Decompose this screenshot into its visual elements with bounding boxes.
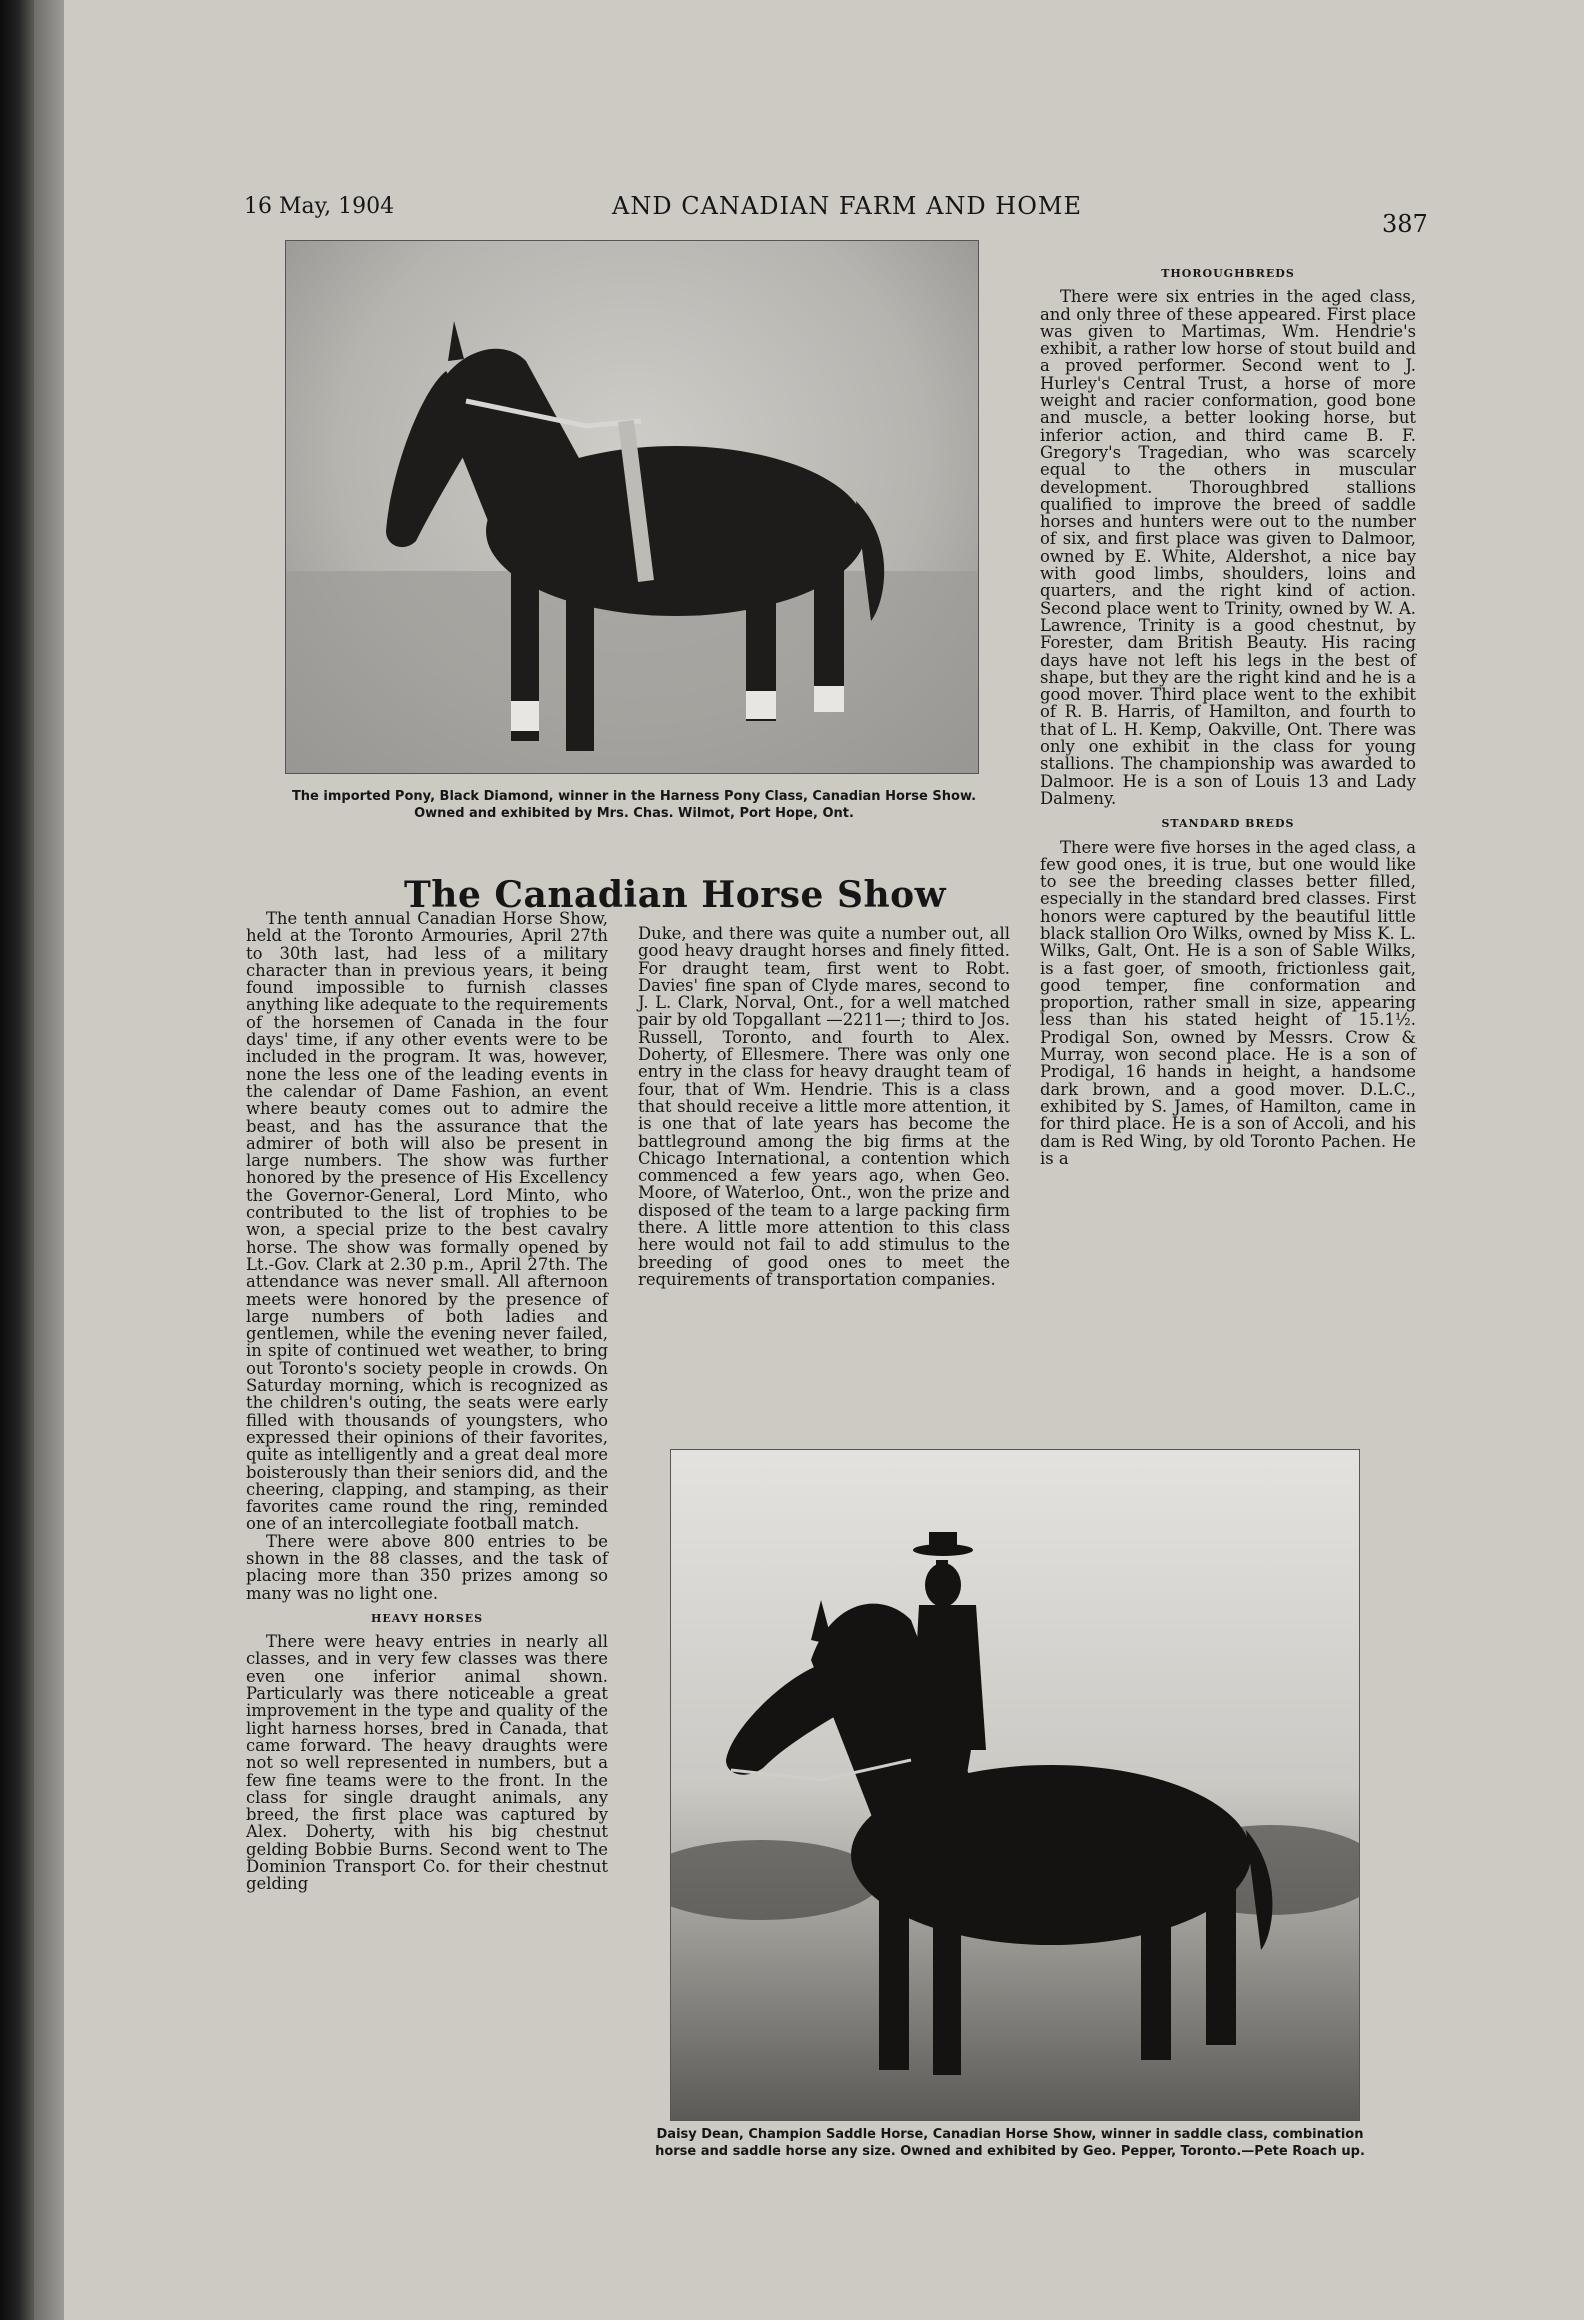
article-column-1 (246, 910, 608, 1893)
article-paragraph: There were five horses in the aged class, a few good ones, it is true, but one would like to see the breeding classes better filled, especially in the standard bred classes. First honors were captured by the beautiful little black stallion Oro Wilks, owned by Miss K. L. Wilks, Galt, Ont. He is a son of Sable Wilks, is a fast goer, of smooth, frictionless gait, good temper, fine conformation and proportion, rather small in size, appearing less than his stated height of 15.1½. Prodigal Son, owned by Messrs. Crow & Murray, won second place. He is a son of Prodigal, 16 hands in height, a handsome dark brown, and a good mover. D.L.C., exhibited by S. James, of Hamilton, came in for third place. He is a son of Accoli, and his dam is Red Wing, by old Toronto Pachen. He is a (1040, 837, 1416, 1168)
article-paragraph: There were heavy entries in nearly all classes, and in very few classes was there even one inferior animal shown. Particularly was there noticeable a great improvement in the type and quality of the light harness horses, bred in Canada, that came forward. The heavy draughts were not so well represented in numbers, but a few fine teams were to the front. In the class for single draught animals, any breed, the first place was captured by Alex. Doherty, with his big chestnut gelding Bobbie Burns. Second went to The Dominion Transport Co. for their chestnut gelding (246, 1632, 608, 1894)
page-header (0, 188, 1584, 238)
pony-photo-caption: The imported Pony, Black Diamond, winner in the Harness Pony Class, Canadian Horse Show. Owned and exhibited by Mrs. Chas. Wilmot, Port Hope, Ont. (291, 789, 977, 821)
article-paragraph: There were six entries in the aged class, and only three of these appeared. First place was given to Martimas, Wm. Hendrie's exhibit, a rather low horse of stout build and a proved performer. Second went to J. Hurley's Central Trust, a horse of more weight and racier conformation, good bone and muscle, a better looking horse, but inferior action, and third came B. F. Gregory's Tragedian, who was scarcely equal to the others in muscular development. Thoroughbred stallions qualified to improve the breed of saddle horses and hunters were out to the number of six, and first place was given to Dalmoor, owned by E. White, Aldershot, a nice bay with good limbs, shoulders, loins and quarters, and the right kind of action. Second place went to Trinity, owned by W. A. Lawrence, Trinity is a good chestnut, by Forester, dam British Beauty. His racing days have not left his legs in the best of shape, but they are the right kind and he is a good mover. Third place went to the exhibit of R. B. Harris, of Hamilton, and fourth to that of L. H. Kemp, Oakville, Ont. There was only one exhibit in the class for young stallions. The championship was awarded to Dalmoor. He is a son of Louis 13 and Lady Dalmeny. (1040, 287, 1416, 808)
article-paragraph: The tenth annual Canadian Horse Show, held at the Toronto Armouries, April 27th to 30th last, had less of a military character than in previous years, it being found impossible to furnish classes anything like adequate to the requirements of the horsemen of Canada in the four days' time, if any other events were to be included in the program. It was, however, none the less one of the leading events in the calendar of Dame Fashion, an event where beauty comes out to admire the beast, and has the assurance that the admirer of both will also be present in large numbers. The show was further honored by the presence of His Excellency the Governor-General, Lord Minto, who contributed to the list of trophies to be won, a special prize to the best cavalry horse. The show was formally opened by Lt.-Gov. Clark at 2.30 p.m., April 27th. The attendance was never small. All afternoon meets were honored by the presence of large numbers of both ladies and gentlemen, while the evening never failed, in spite of continued wet weather, to bring out Toronto's society people in crowds. On Saturday morning, which is recognized as the children's outing, the seats were early filled with thousands of youngsters, who expressed their opinions of their favorites, quite as intelligently and a great deal more boisterously than their seniors did, and the cheering, clapping, and stamping, as their favorites came round the ring, reminded one of an intercollegiate football match. (246, 909, 608, 1534)
saddle-horse-photo (670, 1449, 1360, 2121)
saddle-horse-photo-caption: Daisy Dean, Champion Saddle Horse, Canadian Horse Show, winner in saddle class, combination horse and saddle horse any size. Owned and exhibited by Geo. Pepper, Toronto.—Pete Roach up. (655, 2127, 1365, 2159)
article-paragraph: Duke, and there was quite a number out, all good heavy draught horses and finely fitted. For draught team, first went to Robt. Davies' fine span of Clyde mares, second to J. L. Clark, Norval, Ont., for a well matched pair by old Topgallant —2211—; third to Jos. Russell, Toronto, and fourth to Alex. Doherty, of Ellesmere. There was only one entry in the class for heavy draught team of four, that of Wm. Hendrie. This is a class that should receive a little more attention, it is one that of late years has become the battleground among the big firms at the Chicago International, a contention which commenced a few years ago, when Geo. Moore, of Waterloo, Ont., won the prize and disposed of the team to a large packing firm there. A little more attention to this class here would not fail to add stimulus to the breeding of good ones to meet the requirements of transportation companies. (638, 924, 1010, 1289)
running-title: AND CANADIAN FARM AND HOME (612, 192, 1082, 220)
article-headline: The Canadian Horse Show (404, 874, 947, 917)
article-column-3 (1040, 265, 1416, 1167)
article-paragraph: There were above 800 entries to be shown in the 88 classes, and the task of placing more than 350 prizes among so many was no light one. (246, 1531, 608, 1603)
page-gutter (34, 0, 64, 2320)
section-heading-heavy-horses: HEAVY HORSES (370, 1611, 484, 1625)
section-heading-standard-breds: STANDARD BREDS (1161, 817, 1295, 831)
issue-date: 16 May, 1904 (244, 194, 395, 219)
article-column-2 (638, 925, 1010, 1288)
pony-photo (285, 240, 979, 774)
binding-shadow (0, 0, 34, 2320)
page-number: 387 (1382, 210, 1428, 238)
section-heading-thoroughbreds: THOROUGHBREDS (1161, 267, 1295, 280)
